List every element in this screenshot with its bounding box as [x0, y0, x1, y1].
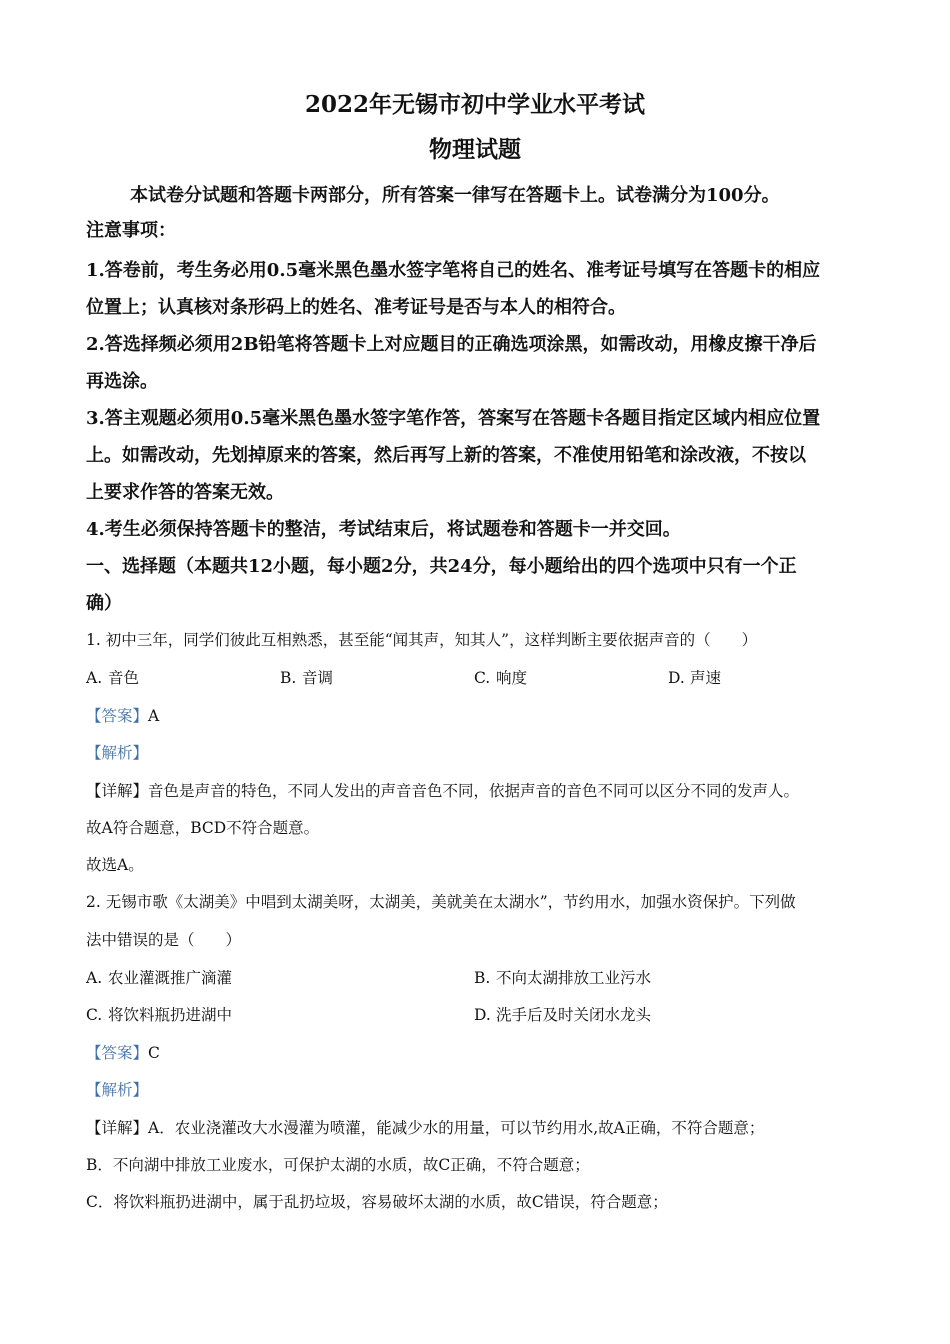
q2-option-b	[474, 966, 651, 988]
section-heading: 一、选择题（本题共12小题，每小题2分，共24分，每小题给出的四个选项中只有一个正	[86, 556, 797, 577]
notice-line: 1.答卷前，考生务必用0.5毫米黑色墨水签字笔将自己的姓名、准考证号填写在答题卡的相应	[86, 260, 821, 281]
option-key: D.	[474, 1006, 491, 1024]
option-text: 农业灌溉推广滴灌	[108, 969, 233, 987]
question-1-stem: 1. 初中三年，同学们彼此互相熟悉，甚至能“闻其声，知其人”，这样判断主要依据声音的（ ）	[86, 631, 758, 649]
option-key: D.	[668, 669, 685, 687]
q1-option-b	[280, 666, 333, 688]
q1-option-d	[668, 666, 721, 688]
option-key: C.	[474, 669, 491, 687]
notice-line: 2.答选择频必须用2B铅笔将答题卡上对应题目的正确选项涂黑，如需改动，用橡皮擦干净后	[86, 334, 817, 355]
option-text: 将饮料瓶扔进湖中	[108, 1006, 233, 1024]
section-heading-cont: 确）	[86, 593, 122, 614]
notice-line: 上要求作答的答案无效。	[86, 482, 284, 503]
notice-line: 再选涂。	[86, 371, 158, 392]
option-key: A.	[86, 669, 103, 687]
q1-answer	[86, 704, 159, 726]
page-subtitle: 物理试题	[429, 136, 521, 163]
detail-text: 音色是声音的特色，不同人发出的声音音色不同，依据声音的音色不同可以区分不同的发声人。	[148, 782, 800, 800]
q2-detail-line: C．将饮料瓶扔进湖中，属于乱扔垃圾，容易破坏太湖的水质，故C错误，符合题意；	[86, 1193, 668, 1211]
q1-option-a	[86, 666, 139, 688]
q1-detail-line: 故选A。	[86, 856, 144, 874]
answer-tag: 【答案】	[86, 707, 149, 725]
option-text: 声速	[690, 669, 722, 687]
option-key: B.	[280, 669, 297, 687]
option-text: 音色	[108, 669, 140, 687]
notice-line: 位置上；认真核对条形码上的姓名、准考证号是否与本人的相符合。	[86, 297, 626, 318]
option-key: C.	[86, 1006, 103, 1024]
detail-tag: 【详解】	[86, 1119, 149, 1137]
q2-option-d	[474, 1003, 651, 1025]
q2-analysis-tag: 【解析】	[86, 1081, 149, 1099]
option-text: 响度	[496, 669, 528, 687]
answer-tag: 【答案】	[86, 1044, 149, 1062]
option-text: 不向太湖排放工业污水	[496, 969, 652, 987]
detail-tag: 【详解】	[86, 782, 149, 800]
q2-detail	[86, 1116, 764, 1138]
intro-text: 本试卷分试题和答题卡两部分，所有答案一律写在答题卡上。试卷满分为100分。	[130, 185, 780, 206]
q1-option-c	[474, 666, 527, 688]
q2-option-c	[86, 1003, 232, 1025]
q2-answer	[86, 1041, 160, 1063]
option-text: 音调	[302, 669, 334, 687]
notice-line: 4.考生必须保持答题卡的整洁，考试结束后，将试题卷和答题卡一并交回。	[86, 519, 681, 540]
option-key: A.	[86, 969, 103, 987]
q2-option-a	[86, 966, 232, 988]
notice-heading: 注意事项：	[86, 220, 176, 241]
q1-detail-line: 故A符合题意，BCD不符合题意。	[86, 819, 320, 837]
q1-detail	[86, 779, 799, 801]
question-2-stem: 2. 无锡市歌《太湖美》中唱到太湖美呀，太湖美，美就美在太湖水”，节约用水，加强水资保护。下列做	[86, 893, 796, 911]
option-key: B.	[474, 969, 491, 987]
answer-value: C	[148, 1044, 160, 1062]
detail-text: A．农业浇灌改大水漫灌为喷灌，能减少水的用量，可以节约用水,故A正确，不符合题意；	[148, 1119, 765, 1137]
notice-line: 上。如需改动，先划掉原来的答案，然后再写上新的答案，不准使用铅笔和涂改液，不按以	[86, 445, 806, 466]
q1-analysis-tag: 【解析】	[86, 744, 149, 762]
option-text: 洗手后及时关闭水龙头	[496, 1006, 652, 1024]
answer-value: A	[148, 707, 160, 725]
q2-detail-line: B．不向湖中排放工业废水，可保护太湖的水质，故C正确，不符合题意；	[86, 1156, 590, 1174]
question-2-stem-cont: 法中错误的是（ ）	[86, 931, 242, 949]
notice-line: 3.答主观题必须用0.5毫米黑色墨水签字笔作答，答案写在答题卡各题目指定区域内相应位置	[86, 408, 821, 429]
page-title: 2022年无锡市初中学业水平考试	[304, 91, 645, 118]
